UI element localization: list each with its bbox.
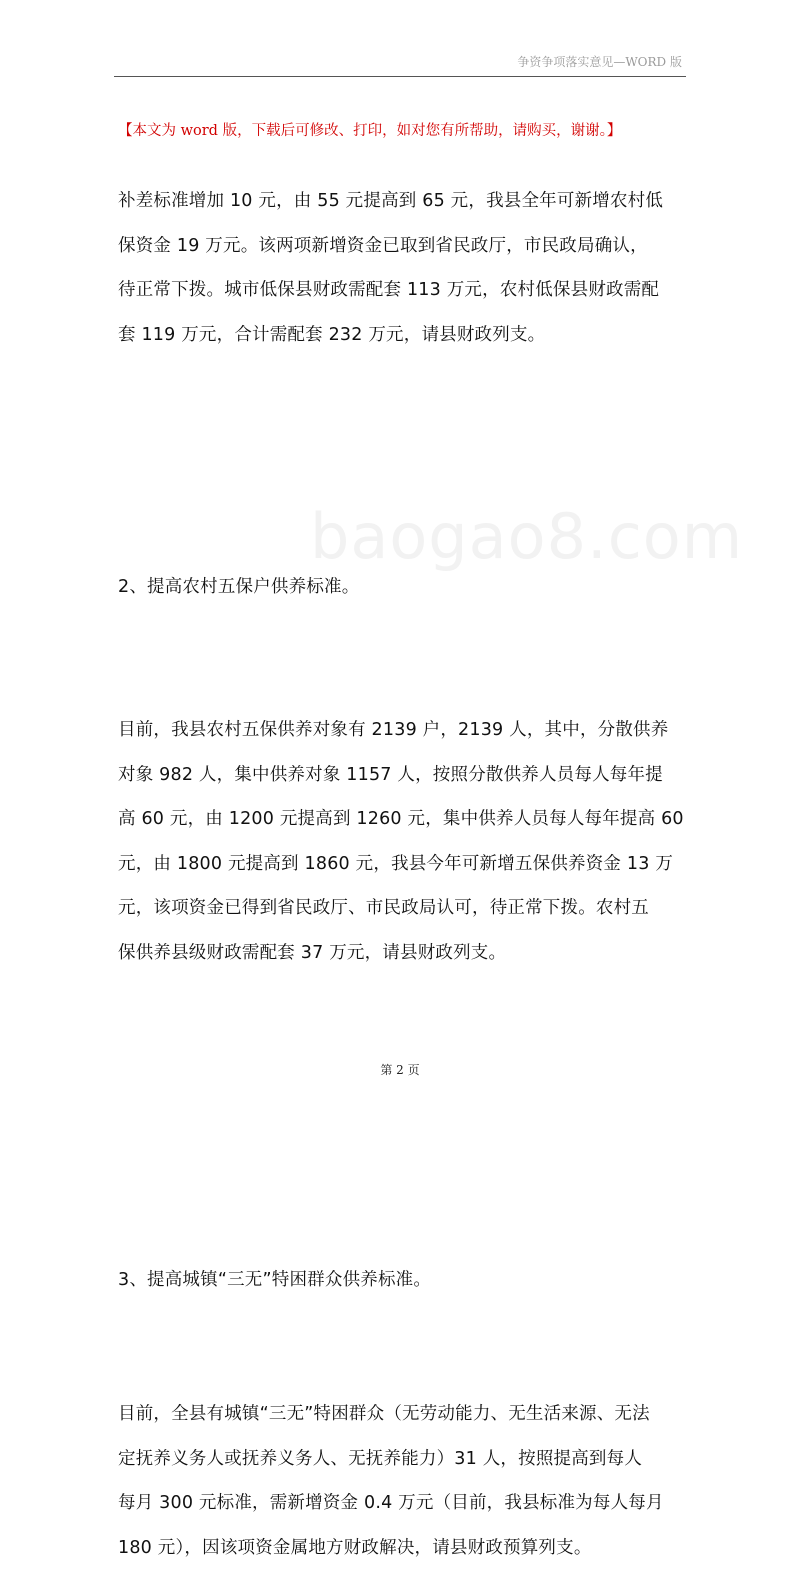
- text-line: 定抚养义务人或抚养义务人、无抚养能力）31 人，按照提高到每人: [118, 1448, 643, 1469]
- header-divider: [114, 76, 686, 77]
- text-line: 每月 300 元标准，需新增资金 0.4 万元（目前，我县标准为每人每月: [118, 1493, 664, 1514]
- text-line: 元，该项资金已得到省民政厅、市民政局认可，待正常下拨。农村五: [118, 898, 649, 919]
- paragraph-low-income-subsidy: [118, 179, 693, 357]
- watermark: baogao8.com: [310, 500, 744, 573]
- text-line: 180 元），因该项资金属地方财政解决，请县财政预算列支。: [118, 1537, 592, 1558]
- heading-text: 2、提高农村五保户供养标准。: [118, 577, 360, 598]
- section-heading-urban-three-without: [118, 1258, 693, 1303]
- text-line: 目前，我县农村五保供养对象有 2139 户，2139 人，其中，分散供养: [118, 719, 669, 740]
- text-line: 补差标准增加 10 元，由 55 元提高到 65 元，我县全年可新增农村低: [118, 191, 664, 211]
- text-line: 元，由 1800 元提高到 1860 元，我县今年可新增五保供养资金 13 万: [118, 853, 674, 874]
- section-heading-rural-five-guarantee: [118, 565, 693, 610]
- document-header-title: 争资争项落实意见—WORD 版: [517, 55, 682, 69]
- text-line: 高 60 元，由 1200 元提高到 1260 元，集中供养人员每人每年提高 60: [118, 809, 684, 830]
- paragraph-rural-five-guarantee: [118, 708, 693, 976]
- page-number: 第 2 页: [380, 1063, 420, 1077]
- purchase-notice: 【本文为 word 版，下载后可修改、打印，如对您有所帮助，请购买，谢谢。】: [118, 123, 622, 139]
- text-line: 对象 982 人，集中供养对象 1157 人，按照分散供养人员每人每年提: [118, 764, 663, 785]
- text-line: 套 119 万元，合计需配套 232 万元，请县财政列支。: [118, 324, 546, 345]
- text-line: 保供养县级财政需配套 37 万元，请县财政列支。: [118, 942, 507, 963]
- paragraph-urban-three-without: [118, 1392, 693, 1570]
- text-line: 保资金 19 万元。该两项新增资金已取到省民政厅，市民政局确认，: [118, 235, 648, 256]
- text-line: 待正常下拨。城市低保县财政需配套 113 万元，农村低保县财政需配: [118, 280, 660, 301]
- text-line: 目前，全县有城镇“三无”特困群众（无劳动能力、无生活来源、无法: [118, 1404, 650, 1425]
- heading-text: 3、提高城镇“三无”特困群众供养标准。: [118, 1269, 432, 1290]
